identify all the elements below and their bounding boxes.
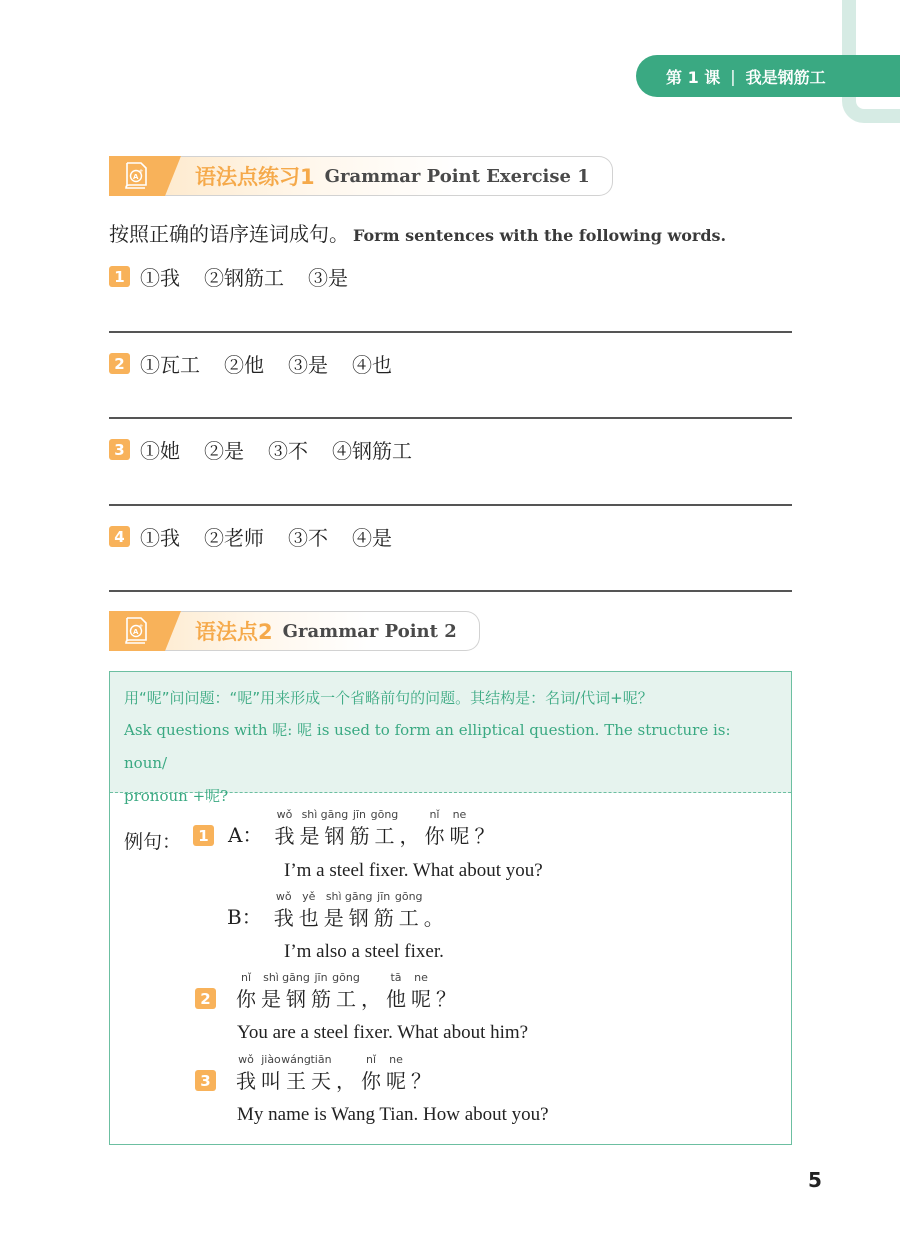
section-header-grammar-2 [109,611,480,651]
word-list [140,522,392,551]
exercise-item-3 [109,435,412,464]
ruby-sentence: wǒ 我 jiào 叫 wáng 王 tiān 天 ， nǐ 你 ne 呢 ？ [236,1053,431,1093]
example-1-a [193,808,497,848]
speaker-label: B： [227,905,262,929]
word-list [140,435,412,464]
grammar-explanation [110,672,791,805]
exercise-item-1 [109,262,348,291]
grade-document-icon [123,616,151,646]
translation: I’m also a steel fixer. [284,941,444,962]
word: ③不 [268,439,308,463]
answer-line-4[interactable] [109,590,792,592]
number-badge: 2 [109,353,130,374]
ruby-sentence: wǒ 我 shì 是 gāng 钢 jīn 筋 gōng 工 ， nǐ 你 ne 呢 ？ [274,808,495,848]
number-badge: 1 [193,825,214,846]
word: ④也 [352,353,392,377]
number-badge: 3 [109,439,130,460]
example-1-b [227,890,447,930]
translation: I’m a steel fixer. What about you? [284,860,543,881]
section-icon-box [109,611,165,651]
word: ②是 [204,439,244,463]
speaker-label: A： [228,823,263,847]
section-title-en: Grammar Point Exercise 1 [324,165,590,187]
exercise-item-2 [109,349,392,378]
answer-line-1[interactable] [109,331,792,333]
word: ②老师 [204,526,264,550]
translation: My name is Wang Tian. How about you? [237,1104,549,1125]
instruction-en: Form sentences with the following words. [353,226,727,245]
lesson-separator: | [730,66,736,86]
instruction-cn: 按照正确的语序连词成句。 [109,222,349,246]
word: ③不 [288,526,328,550]
word: ①我 [140,526,180,550]
number-badge: 3 [195,1070,216,1091]
example-3 [195,1053,434,1093]
lesson-title: 我是钢筋工 [745,67,826,87]
lesson-number: 第 1 课 [666,67,721,87]
svg-text:+: + [138,622,144,630]
page-number: 5 [808,1168,822,1192]
grade-document-icon [123,161,151,191]
lesson-header-tab [636,55,900,97]
exercise-item-4 [109,522,392,551]
word: ③是 [308,266,348,290]
svg-text:+: + [138,167,144,175]
example-label: 例句： [124,831,182,853]
answer-line-2[interactable] [109,417,792,419]
section-title-cn: 语法点2 [195,620,273,644]
word-list [140,349,392,378]
number-badge: 2 [195,988,216,1009]
word: ②钢筋工 [204,266,284,290]
number-badge: 4 [109,526,130,547]
translation: You are a steel fixer. What about him? [237,1022,529,1043]
explanation-cn: 用“呢”问问题：“呢”用来形成一个省略前句的问题。其结构是：名词/代词+呢？ [124,689,653,707]
word: ④钢筋工 [332,439,412,463]
word: ①我 [140,266,180,290]
exercise-instruction [109,218,726,247]
explanation-en-line-1: Ask questions with 呢: 呢 is used to form an elliptical question. The structure is: noun/ [124,721,731,772]
answer-line-3[interactable] [109,504,792,506]
word: ②他 [224,353,264,377]
word-list [140,262,348,291]
explanation-en-line-2: pronoun +呢? [124,787,229,805]
word: ①瓦工 [140,353,200,377]
example-2 [195,971,459,1011]
word: ①她 [140,439,180,463]
section-icon-box [109,156,165,196]
section-title-en: Grammar Point 2 [282,620,457,642]
svg-text:A: A [133,172,139,181]
ruby-sentence: wǒ 我 yě 也 shì 是 gāng 钢 jīn 筋 gōng 工 。 [273,890,444,930]
section-title-cn: 语法点练习1 [195,165,315,189]
svg-text:A: A [133,627,139,636]
grammar-explanation-box [109,671,792,1145]
word: ③是 [288,353,328,377]
explanation-en [124,714,777,813]
ruby-sentence: nǐ 你 shì 是 gāng 钢 jīn 筋 gōng 工 ， tā 他 ne 呢 ？ [236,971,456,1011]
number-badge: 1 [109,266,130,287]
section-header-exercise-1 [109,156,613,196]
word: ④是 [352,526,392,550]
